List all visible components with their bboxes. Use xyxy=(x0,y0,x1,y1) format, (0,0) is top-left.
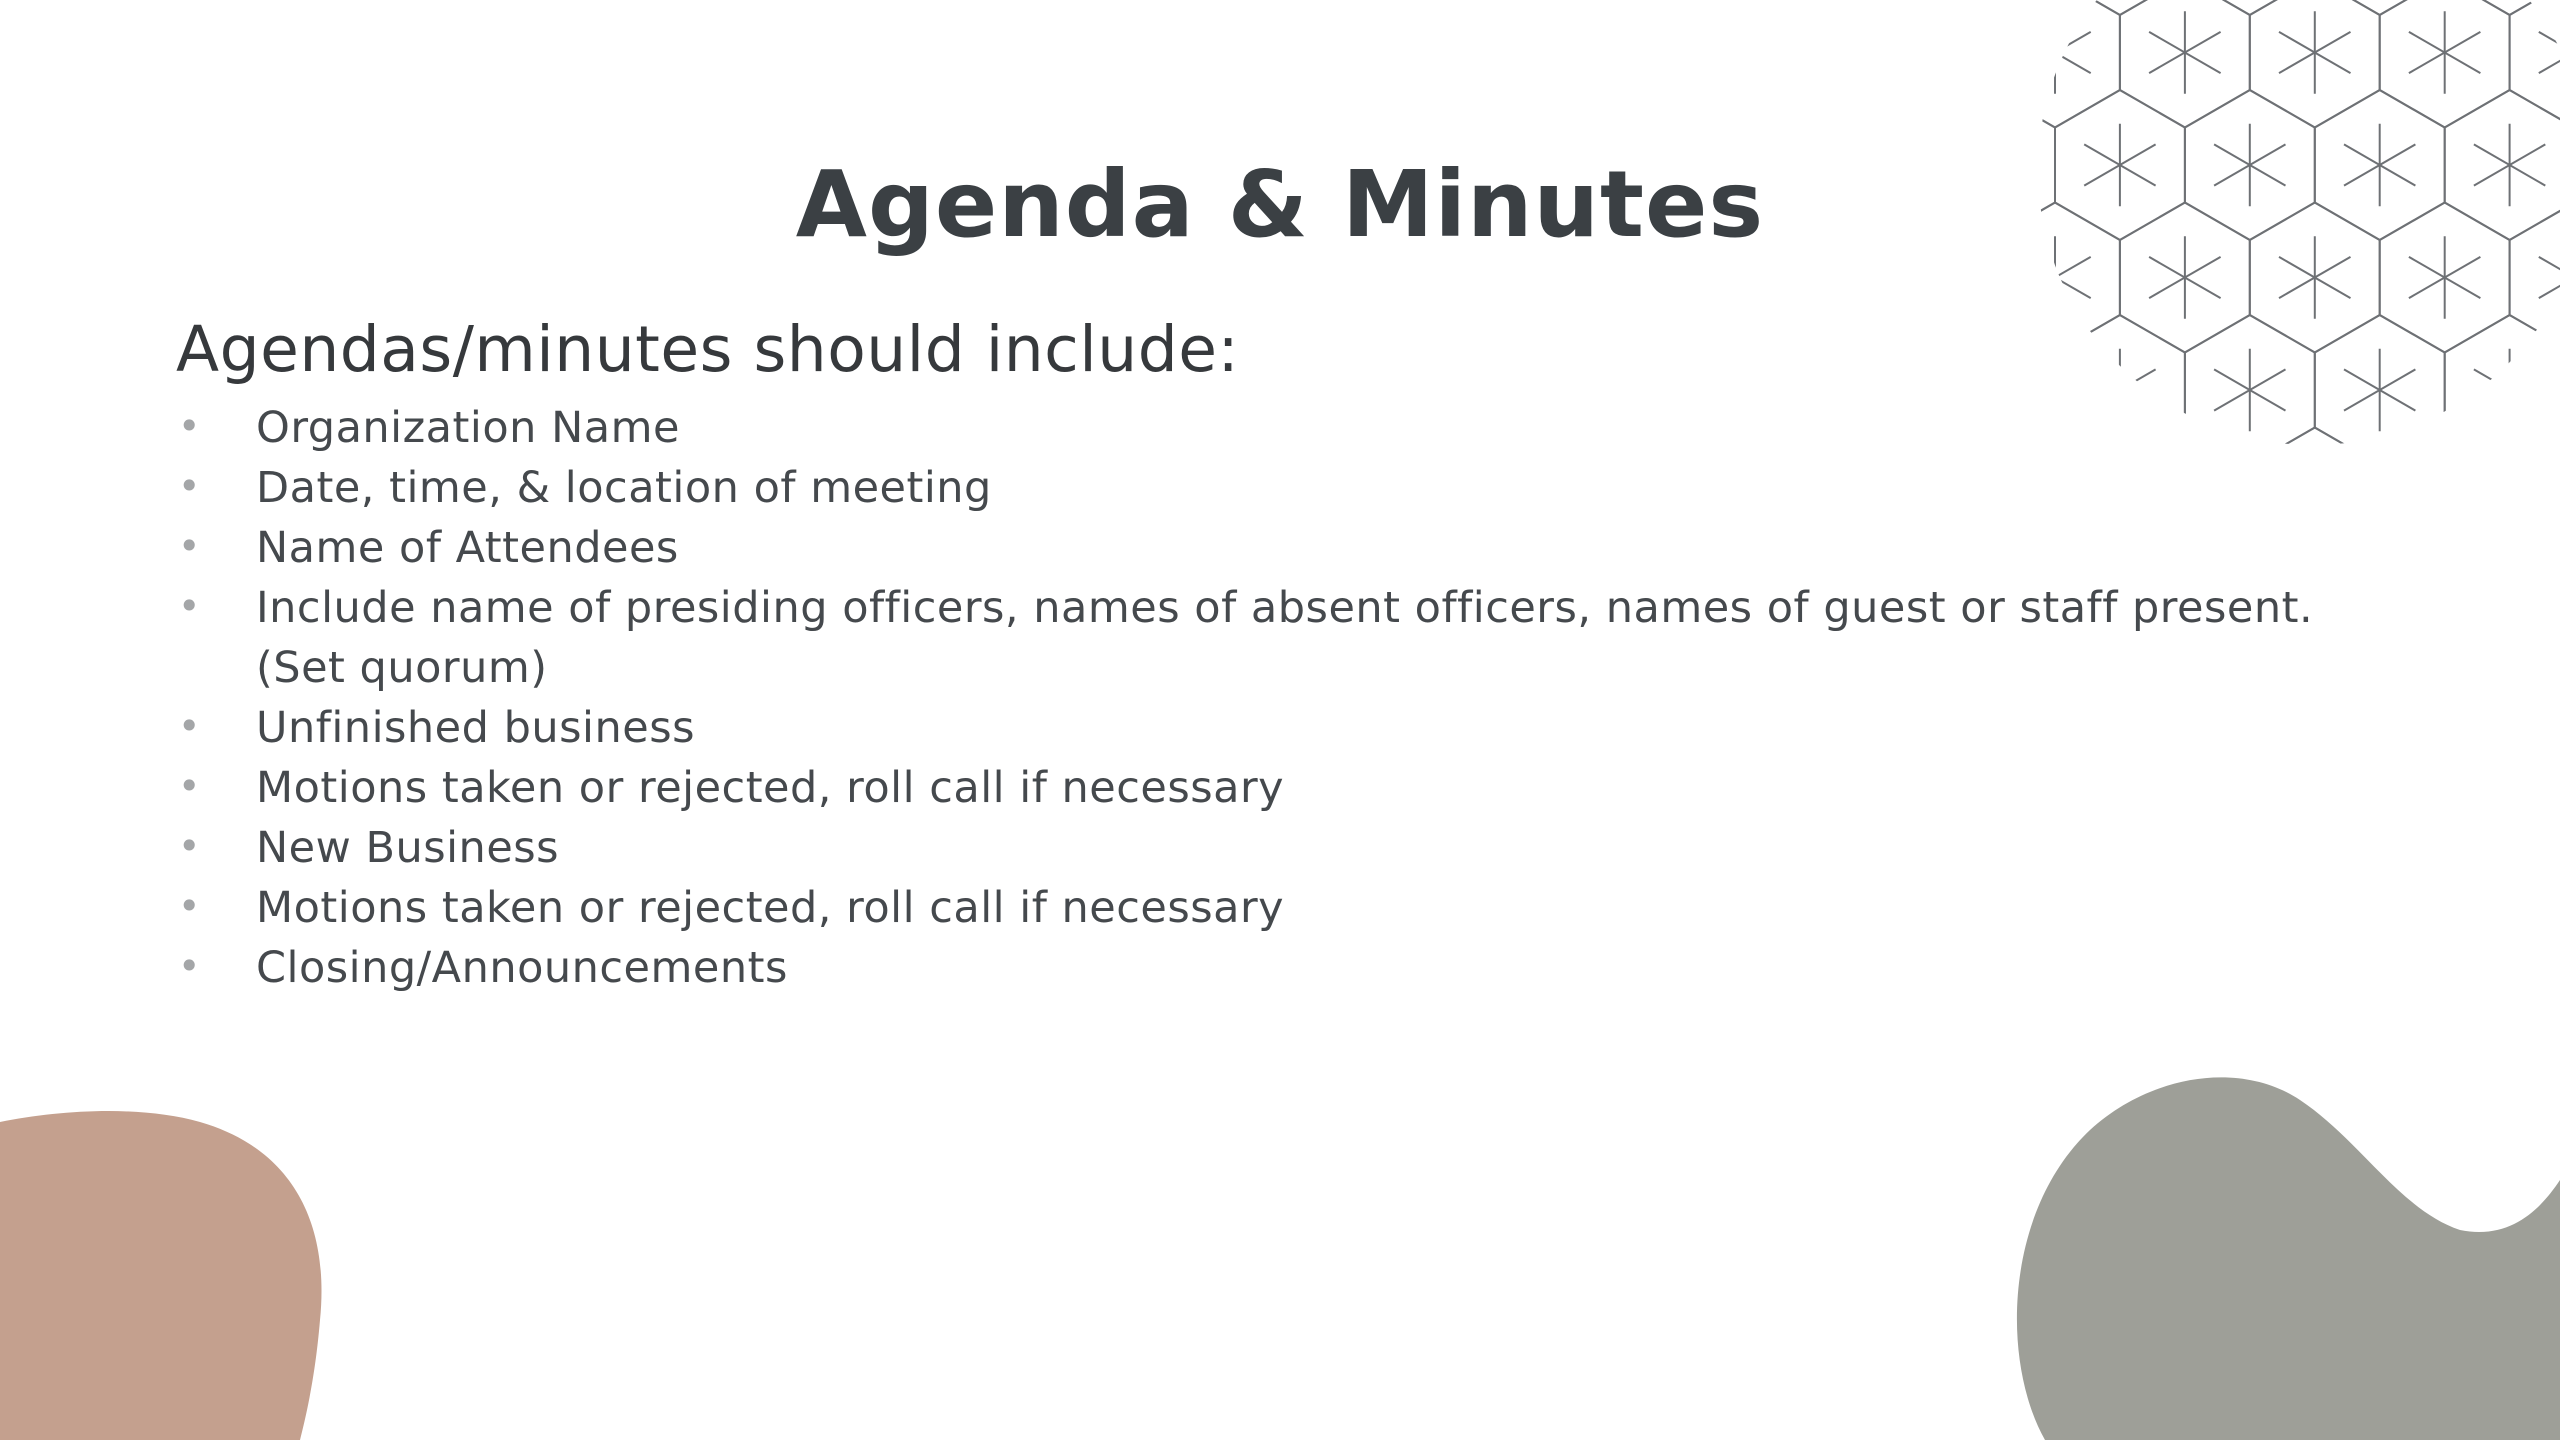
list-item-text: Organization Name xyxy=(256,403,680,453)
list-item xyxy=(176,758,2416,818)
list-item-text: New Business xyxy=(256,823,560,873)
hexagon-cell xyxy=(2055,0,2185,15)
bullet-icon: • xyxy=(178,944,201,988)
list-item xyxy=(176,698,2416,758)
list-item xyxy=(176,818,2416,878)
hexagon-cell xyxy=(2445,315,2560,450)
list-item xyxy=(176,878,2416,938)
bullet-icon: • xyxy=(178,404,201,448)
bullet-icon: • xyxy=(178,584,201,628)
list-item-text: Closing/Announcements xyxy=(256,943,788,993)
bullet-icon: • xyxy=(178,764,201,808)
bullet-icon: • xyxy=(178,524,201,568)
bullet-list xyxy=(176,398,2416,998)
hexagon-cell xyxy=(2185,0,2315,15)
hexagon-cell xyxy=(2510,428,2560,451)
left-decorative-blob xyxy=(0,1100,340,1440)
right-decorative-blob xyxy=(2000,1060,2560,1440)
bullet-icon: • xyxy=(178,704,201,748)
hexagon-cell xyxy=(2030,0,2055,15)
list-item xyxy=(176,578,2416,698)
list-item-text: Unfinished business xyxy=(256,703,695,753)
hexagon-cell xyxy=(2315,0,2445,15)
slide-subtitle: Agendas/minutes should include: xyxy=(176,313,1240,386)
hexagon-cell xyxy=(2445,0,2560,15)
list-item-text: Include name of presiding officers, names of absent officers, names of guest or staff present. (Set quorum) xyxy=(256,583,2314,693)
list-item-text: Date, time, & location of meeting xyxy=(256,463,992,513)
hexagon-cell xyxy=(2510,0,2560,128)
list-item xyxy=(176,518,2416,578)
list-item xyxy=(176,398,2416,458)
list-item-text: Name of Attendees xyxy=(256,523,679,573)
list-item-text: Motions taken or rejected, roll call if necessary xyxy=(256,763,1285,813)
bullet-icon: • xyxy=(178,884,201,928)
slide-title: Agenda & Minutes xyxy=(795,151,1765,258)
bullet-icon: • xyxy=(178,824,201,868)
slide-content xyxy=(176,310,2416,998)
list-item xyxy=(176,938,2416,998)
asterisk-stroke xyxy=(2474,369,2545,410)
list-item xyxy=(176,458,2416,518)
list-item-text: Motions taken or rejected, roll call if necessary xyxy=(256,883,1285,933)
bullet-icon: • xyxy=(178,464,201,508)
